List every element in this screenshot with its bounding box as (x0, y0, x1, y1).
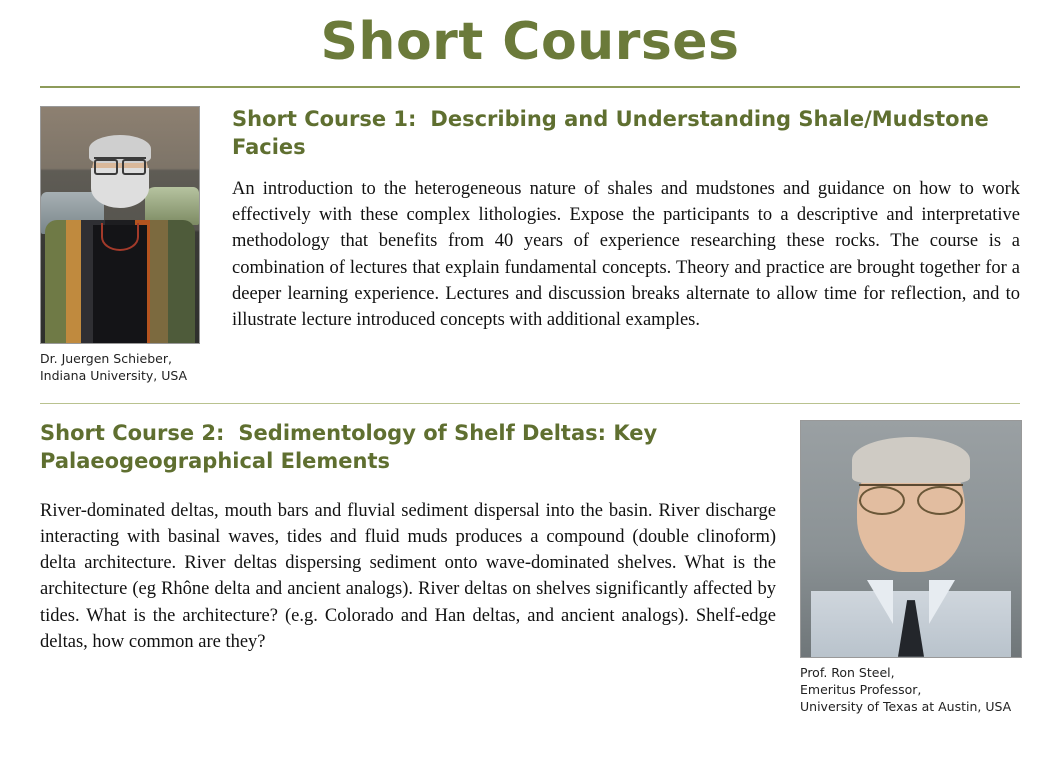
course-1-heading (232, 106, 1020, 162)
glasses-icon (859, 484, 963, 512)
glasses-icon (94, 157, 146, 172)
short-courses-page (0, 6, 1060, 766)
course-2-caption (800, 665, 1020, 716)
course-1-presenter-block (40, 106, 220, 385)
course-2-content (40, 420, 800, 655)
course-1-description: An introduction to the heterogeneous nature of shales and mudstones and guidance on how to work effectively with these complex lithologies. Expose the participants to a descriptive and interpretative methodology that benefits from 40 years of experience researching these rocks. The course is a combination of lectures that explain fundamental concepts. Theory and practice are brought together for a deeper learning experience. Lectures and discussion breaks alternate to allow time for reflection, and to illustrate lecture introduced concepts with additional examples. (232, 178, 1020, 331)
presenter-name: Dr. Juergen Schieber, (40, 351, 172, 366)
portrait-necklace (101, 223, 139, 251)
page-title: Short Courses (320, 12, 740, 72)
portrait-juergen-schieber (40, 106, 200, 344)
presenter-affiliation: Indiana University, USA (40, 367, 188, 383)
portrait-collar-right (929, 580, 955, 624)
course-2-presenter-block (800, 420, 1020, 716)
presenter-role: Emeritus Professor, (800, 681, 922, 697)
course-2-section (0, 404, 1060, 716)
course-2-number: Short Course 2: (40, 420, 225, 445)
course-2-title: Sedimentology of Shelf Deltas: Key Palaeogeographical Elements (40, 420, 658, 473)
portrait-ron-steel (800, 420, 1022, 658)
presenter-affiliation: University of Texas at Austin, USA (800, 698, 1012, 714)
presenter-name: Prof. Ron Steel, (800, 664, 895, 680)
course-1-title: Describing and Understanding Shale/Mudstone Facies (232, 107, 989, 159)
course-1-caption (40, 351, 220, 385)
portrait-hair (852, 437, 970, 483)
course-1-number: Short Course 1: (232, 107, 417, 131)
course-2-heading (40, 420, 776, 476)
course-1-content (220, 106, 1020, 333)
course-1-section (0, 88, 1060, 385)
portrait-collar-left (867, 580, 893, 624)
course-2-description: River-dominated deltas, mouth bars and fluvial sediment dispersal into the basin. River discharge interacting with basinal waves, tides and fluid muds produces a compound (double clinoform) delta architecture. River deltas dispersing sediment onto wave-dominated shelves. What is the architecture (eg Rhône delta and ancient analogs). River deltas on shelves significantly affected by tides. What is the architecture? (e.g. Colorado and Han deltas, and ancient analogs). Shelf-edge deltas, how common are they? (40, 500, 776, 652)
